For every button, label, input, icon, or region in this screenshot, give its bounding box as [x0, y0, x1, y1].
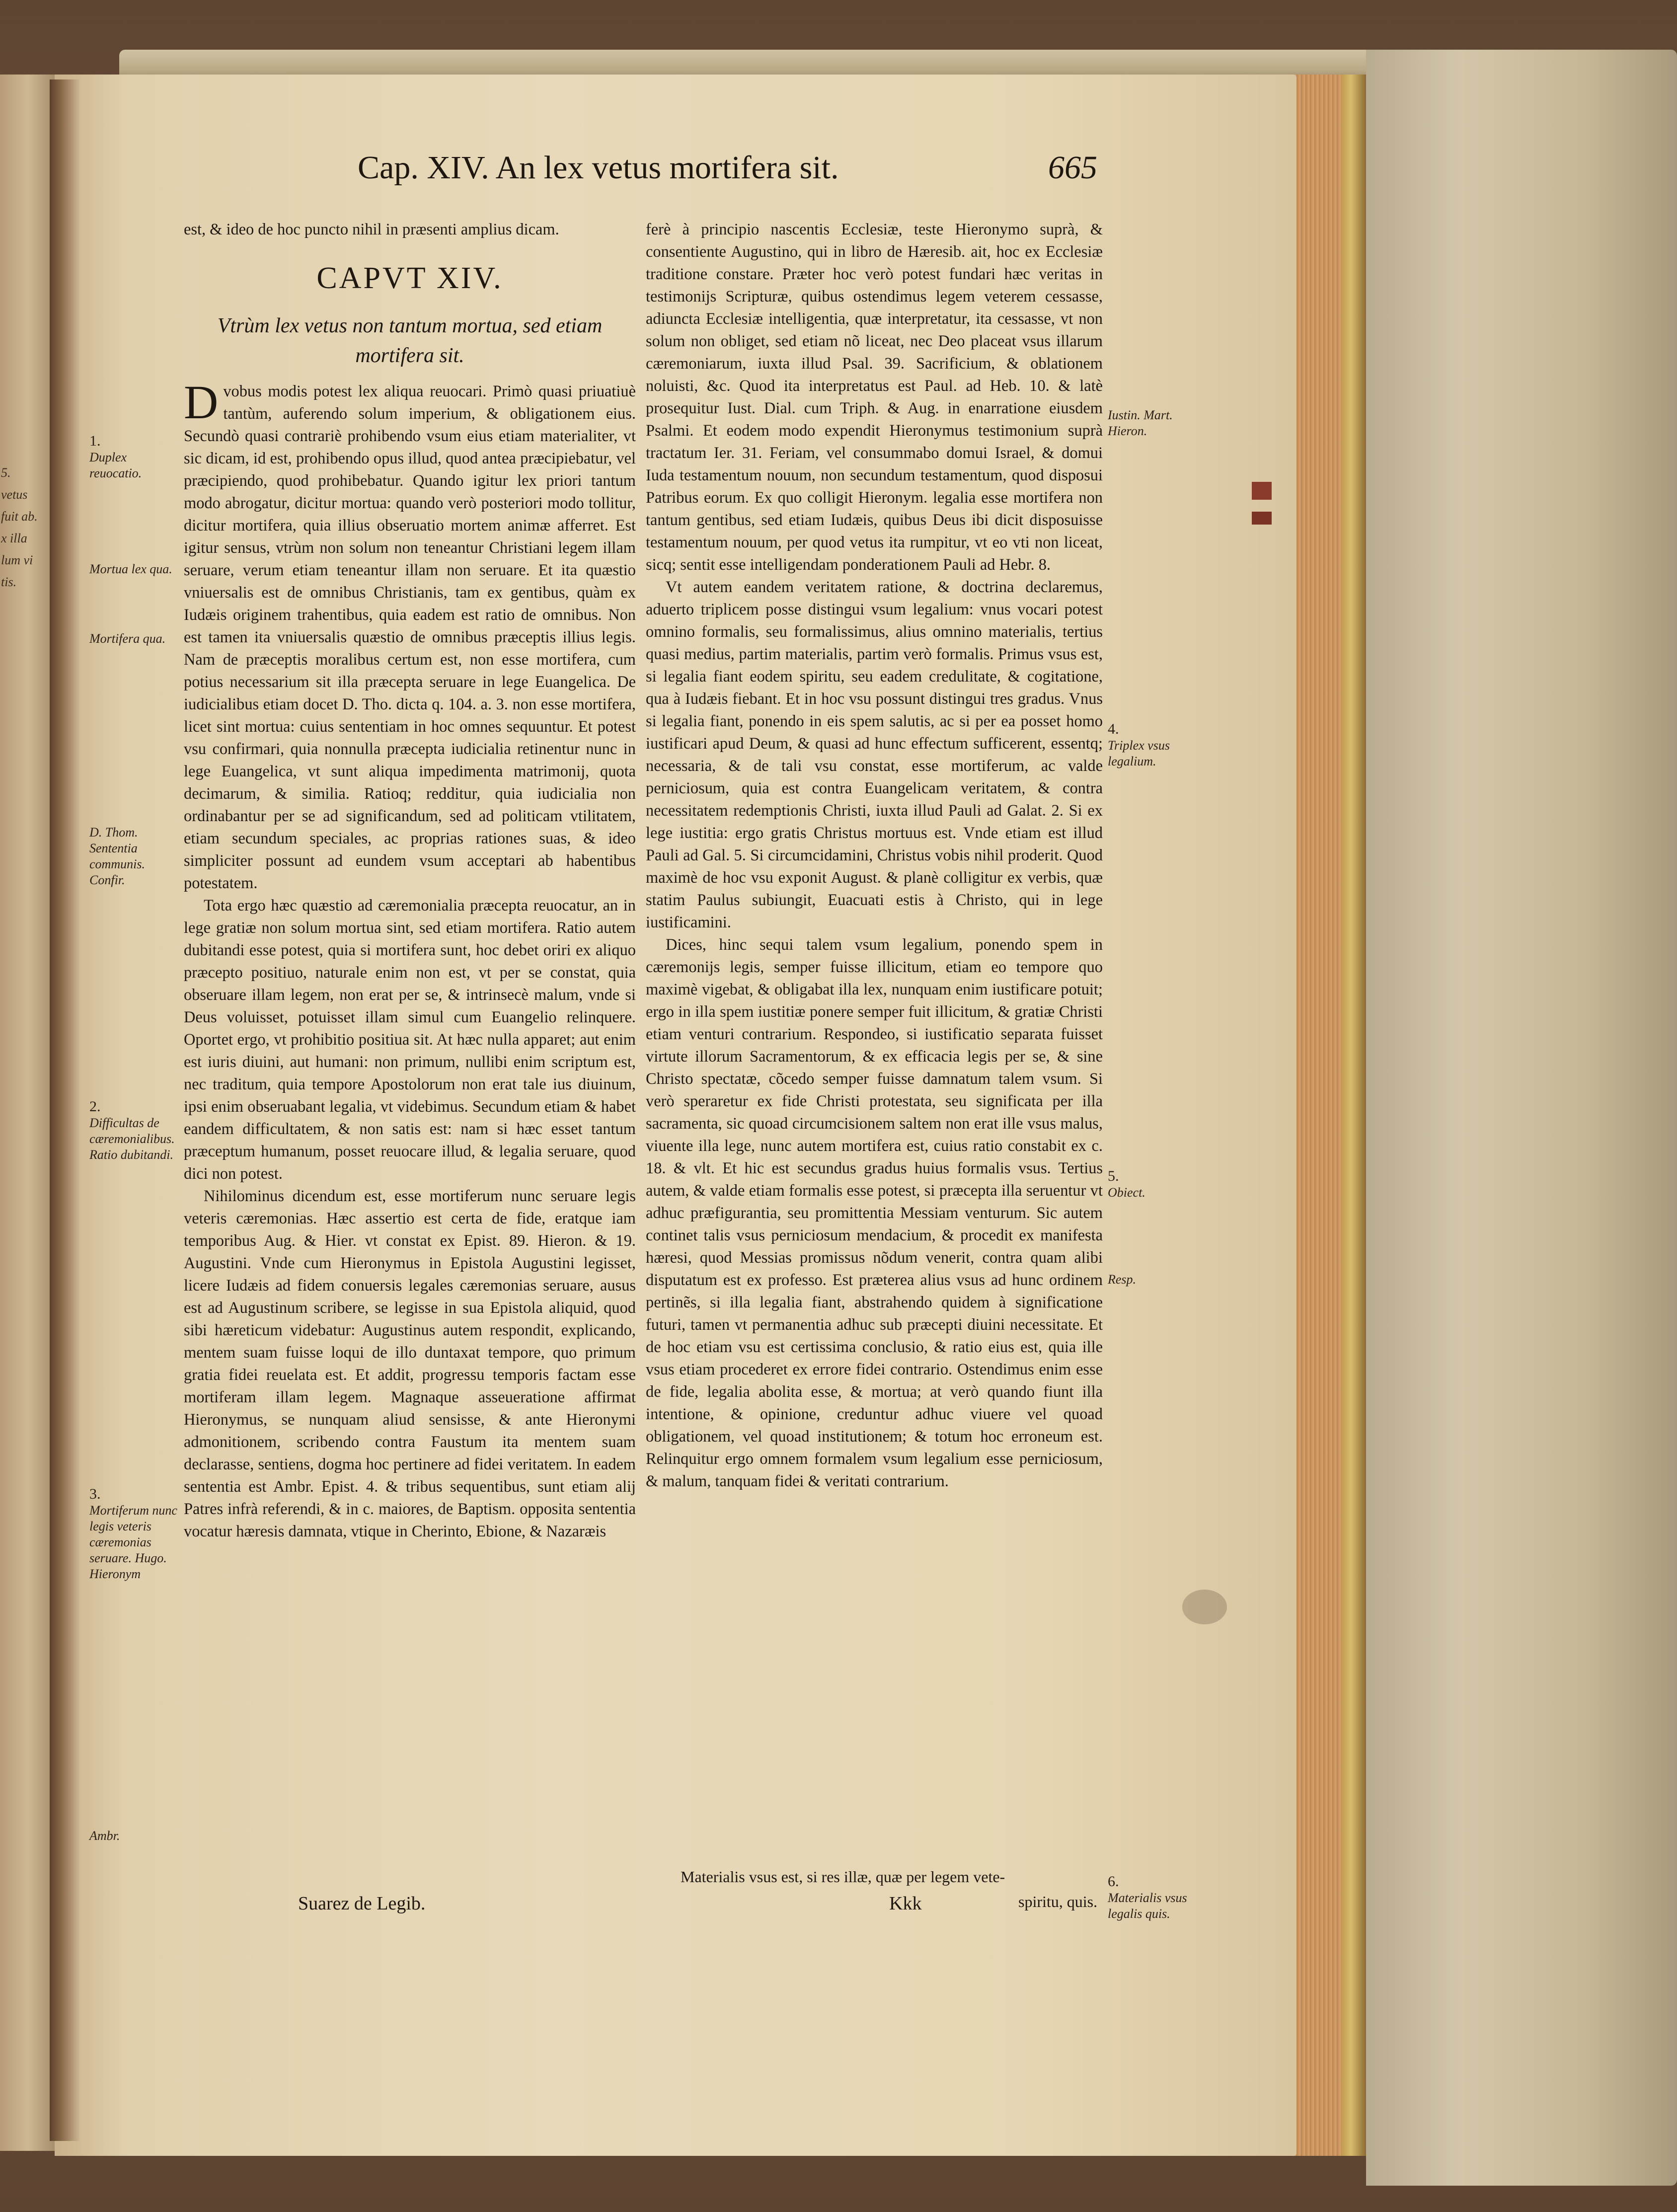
paragraph: est, & ideo de hoc puncto nihil in præsenti amplius dicam. — [184, 221, 559, 238]
drop-capital: D — [184, 376, 219, 429]
page-tab — [1252, 482, 1272, 500]
page-tab — [1252, 512, 1272, 525]
paragraph: Tota ergo hæc quæstio ad cæremonialia præcepta reuocatur, an in lege gratiæ non solum mortua sint, sed etiam mortifera. Ratio autem dubitandi esse potest, quia si mortifera sunt, hoc debet oriri ex aliquo præcepto positiuo, naturale enim non est, vt per se constat, quia obseruare illam legem, non erat per se, & intrinsecè malum, vnde si Deus voluisset, potuisset illam simul cum Euangelio relinquere. Oportet ergo, vt prohibitio positiua sit. At hæc nulla apparet; aut enim est iuris diuini, aut humani: non primum, nullibi enim scriptum est, nec traditum, quia tempore Apostolorum non erat tale ius diuinum, ipsi enim obseruabant legalia, vt videbimus. Secundum etiam & habet eandem difficultatem, & non satis est: nam si hæc esset tantum præceptum humanum, posset reuocare illud, & legalia seruare, quod dici non potest. — [184, 897, 636, 1183]
paragraph — [184, 376, 636, 895]
catch-line: Materialis vsus est, si res illæ, quæ per legem vete- — [681, 1868, 1005, 1886]
left-page-fragment: vetus — [1, 487, 28, 502]
marginal-text: Obiect. — [1108, 1185, 1145, 1200]
running-head: Cap. XIV. An lex vetus mortifera sit. — [358, 150, 839, 186]
book-gutter — [50, 79, 79, 2141]
marginal-text: Materialis vsus legalis quis. — [1108, 1891, 1187, 1921]
marginal-number: 5. — [1108, 1168, 1119, 1184]
marginal-note: Ambr. — [89, 1829, 120, 1843]
marginal-note — [1108, 705, 1207, 769]
left-text-column — [184, 219, 636, 1543]
paper-stain — [1182, 1590, 1227, 1624]
marginal-text: Triplex vsus legalium. — [1108, 738, 1170, 768]
marginal-text: Difficultas de cæremonialibus. Ratio dubitandi. — [89, 1116, 175, 1162]
marginal-note: Iustin. Mart. Hieron. — [1108, 408, 1173, 438]
marginal-number: 1. — [89, 433, 101, 449]
marginal-note: D. Thom. Sententia communis. Confir. — [89, 825, 145, 887]
marginal-note: Mortua lex qua. — [89, 562, 172, 576]
paragraph: ferè à principio nascentis Ecclesiæ, teste Hieronymo suprà, & consentiente Augustino, qui in libro de Hæresib. ait, hoc ex Ecclesiæ traditione constare. Præter hoc verò potest fundari hæc veritas in testimonijs Scripturæ, quibus ostendimus legem veterem cessasse, adiuncta Ecclesiæ intelligentia, quæ interpretatur, ita cessasse, vt non solum non obliget, sed etiam nõ liceat, nec Deo placeat vsus illarum cæremoniarum, iuxta illud Psal. 39. Sacrificium, & oblationem noluisti, &c. Quod ita interpretatus est Paul. ad Heb. 10. & latè prosequitur Iust. Dial. cum Triph. & Aug. in enarratione eiusdem Psalmi. Et eodem modo expendit Hieronymus testimonium suprà tractatum Ier. 31. Feriam, vel consummabo domui Israel, & domui Iuda testamentum nouum, non secundum testamentum, quod disposui Patribus eorum. Ex quo colligit Hieronym. legalia esse mortifera non tantum gentibus, sed etiam Iudæis, quibus Deus ibi dicit disposuisse testamentum nouum, per quod vetus ita rumpitur, vt eo vti non liceat, sicq; sentit esse intelligendam ponderationem Pauli ad Hebr. 8. — [646, 221, 1103, 574]
marginal-number: 3. — [89, 1486, 101, 1502]
marginal-text: Mortiferum nunc legis veteris cæremonias seruare. Hugo. Hieronym — [89, 1503, 177, 1581]
marginal-note — [1108, 1152, 1207, 1201]
paragraph-text: vobus modis potest lex aliqua reuocari. Primò quasi priuatiuè tantùm, auferendo solum imperium, & obligationem eius. Secundò quasi contrariè prohibendo vsum eius etiam materialiter, vt sic dicam, id est, prohibendo opus illud, quod antea præcipiebatur, vel præcipiendo, quod prohibebatur. Quando igitur lex priori tantum modo abrogatur, dicitur mortua: quando verò posteriori modo tollitur, dicitur mortifera, quia illius obseruatio mortem animæ afferret. Est igitur sensus, vtrùm non solum non teneantur Christiani legem illam seruare, verum etiam teneantur illam non seruare. Et ita quæstio vniuersalis est de omnibus Christianis, tam ex gentibus, quàm ex Iudæis originem trahentibus, quia eadem est ratio de omnibus. Non est tamen ita vniuersalis quæstio de omnibus præceptis illius legis. Nam de præceptis moralibus certum est, non esse mortifera, cum potius necessarium sit illa præcepta seruare in lege Euangelica. De iudicialibus etiam docet D. Tho. dicta q. 104. a. 3. non esse mortifera, licet sint mortua: cuius sententiam in hoc omnes sequuntur. Et potest vsu confirmari, quia nonnulla præcepta iudicialia retinentur nunc in lege Euangelica, vt sunt aliqua impedimenta matrimonij, quota decimarum, & similia. Ratioq; redditur, quia iudicialia non ordinabantur per se ad significandum, sed ad politicam vtilitatem, etiam secundum speciales, ac proprias rationes suas, & ideo simpliciter possunt ad eundem vsum acceptari ab habentibus potestatem. — [184, 382, 636, 892]
right-text-column — [646, 219, 1103, 1493]
marginal-note — [89, 417, 179, 481]
marginal-note — [89, 1470, 179, 1582]
marginal-number: 2. — [89, 1098, 101, 1115]
marginal-note: Resp. — [1108, 1272, 1137, 1287]
page-number: 665 — [1048, 150, 1097, 186]
catchword: spiritu, quis. — [1018, 1893, 1098, 1910]
marginal-note — [89, 1083, 179, 1163]
marginal-number: 6. — [1108, 1873, 1119, 1890]
paragraph: Nihilominus dicendum est, esse mortiferum nunc seruare legis veteris cæremonias. Hæc assertio est certa de fide, eratque iam temporibus Aug. & Hier. vt constat ex Epist. 89. Hieron. & 19. Augustini. Vnde cum Hieronymus in Epistola Augustini legisset, licere Iudæis ad fidem conuersis legales cæremonias seruare, ausus est ad Augustinum scribere, se legisse in sua Epistola aliquid, quod sibi hæreticum videbatur: Augustinus autem respondit, explicando, mentem suam fuisse loqui de illo duntaxat tempore, quo primum gratia fidei reuelata est. Et addit, progressu temporis factam esse mortiferam illam legem. Magnaque asseueratione affirmat Hieronymus, se nunquam aliud sensisse, & ante Hieronymi admonitionem, scribendo contra Faustum ita mentem suam declarasse, sentiens, dogma hoc pertinere ad fidei veritatem. In eadem sententia est Ambr. Epist. 4. & tribus sequentibus, sunt etiam alij Patres infrà referendi, & in c. maiores, de Baptism. opposita sententia vocatur hæresis damnata, vtique in Cherinto, Ebione, & Nazaræis — [184, 1187, 636, 1540]
left-page-fragment: tis. — [1, 575, 17, 589]
paragraph: Dices, hinc sequi talem vsum legalium, ponendo spem in cæremonijs legis, semper fuisse illicitum, etiam eo tempore quo maximè vigebat, & obligabat illa lex, nunquam enim iustificare potuit; ergo in illa spem iustitiæ ponere semper fuit illicitum, & gratiæ Christi etiam venturi contrarium. Respondeo, si iustificatio separata fuisset virtute illorum Sacramentorum, & ex efficacia legis per se, & sine Christo spectatæ, cõcedo semper fuisse damnatum talem vsum. Si verò speraretur ex fide Christi protestata, seu significata per illa sacramenta, sic quoad circumcisionem saltem non erat ille vsus malus, viuente illa lege, nunc autem mortifera est, cuius ratio constabit ex c. 18. & vlt. Et hic est secundus gradus huius formalis vsus. Tertius autem, & valde etiam formalis esse potest, si præcepta illa seruentur vt adhuc præfigurantia, seu promittentia Messiam venturum. Sic autem continet talis vsus perniciosum mendacium, & procedit ex manifesta hæresi, quod Messias promissus nõdum venerit, contra quam alibi disputatum est ex professo. Est præterea alius vsus ad hunc ordinem pertinẽs, si illa legalia fiant, abstrahendo quidem à significatione futuri, tamen vt permanentia adhuc sub præcepti diuini necessitate. Et de hoc etiam vsu est certissima conclusio, & ratio eius est, quia ille vsus etiam procederet ex errore fidei contrario. Ostendimus enim esse de fide, legalia abolita esse, & mortua; at verò quando fiunt illa intentione, & opinione, creduntur adhuc viuere vel quoad obligationem, vel quoad institutionem; & totum hoc erroneum est. Relinquitur ergo omnem formalem vsum legalium esse perniciosum, & malum, tanquam fidei & veritati contrarium. — [646, 936, 1103, 1490]
marginal-note — [1108, 1858, 1207, 1922]
marginal-note: Mortifera qua. — [89, 631, 166, 646]
signature-mark: Kkk — [889, 1893, 922, 1914]
footer-title: Suarez de Legib. — [298, 1893, 426, 1914]
chapter-heading: CAPVT XIV. — [316, 261, 503, 295]
book-cover-edge — [1366, 50, 1677, 2186]
marginal-text: Duplex reuocatio. — [89, 450, 142, 480]
marginal-number: 4. — [1108, 721, 1119, 737]
chapter-title: Vtrùm lex vetus non tantum mortua, sed etiam mortifera sit. — [217, 314, 603, 367]
left-page-fragment: x illa — [1, 531, 27, 545]
left-page-fragment: 5. — [1, 465, 11, 480]
left-page-fragment: lum vi — [1, 553, 33, 567]
left-page-fragment: fuit ab. — [1, 509, 38, 524]
paragraph: Vt autem eandem veritatem ratione, & doctrina declaremus, aduerto triplicem posse distingui vsum legalium: vnus vocari potest omnino formalis, seu formalissimus, alius omnino materialis, tertius quasi medius, partim materialis, partim verò formalis. Primus vsus est, si legalia fiant eodem spiritu, seu eadem credulitate, & cogitatione, qua à Iudæis fiebant. Et in hoc vsu possunt distingui tres gradus. Vnus si legalia fiant, ponendo in eis spem salutis, ac si per ea posset homo iustificari apud Deum, & quasi ad hunc effectum sufficerent, essentq; necessaria, & de tali vsu constat, esse mortiferum, ac valde perniciosum, quia est contra Euangelicam veritatem, & contra necessitatem redemptionis Christi, iuxta illud Pauli ad Galat. 2. Si ex lege iustitia: ergo gratis Christus mortuus est. Vnde etiam est illud Pauli ad Gal. 5. Si circumcidamini, Christus vobis nihil proderit. Quod maximè de hoc vsu exponit August. & planè colligitur ex verbis, quæ statim Paulus subiungit, Euacuati estis à Christo, qui in lege iustificamini. — [646, 578, 1103, 931]
